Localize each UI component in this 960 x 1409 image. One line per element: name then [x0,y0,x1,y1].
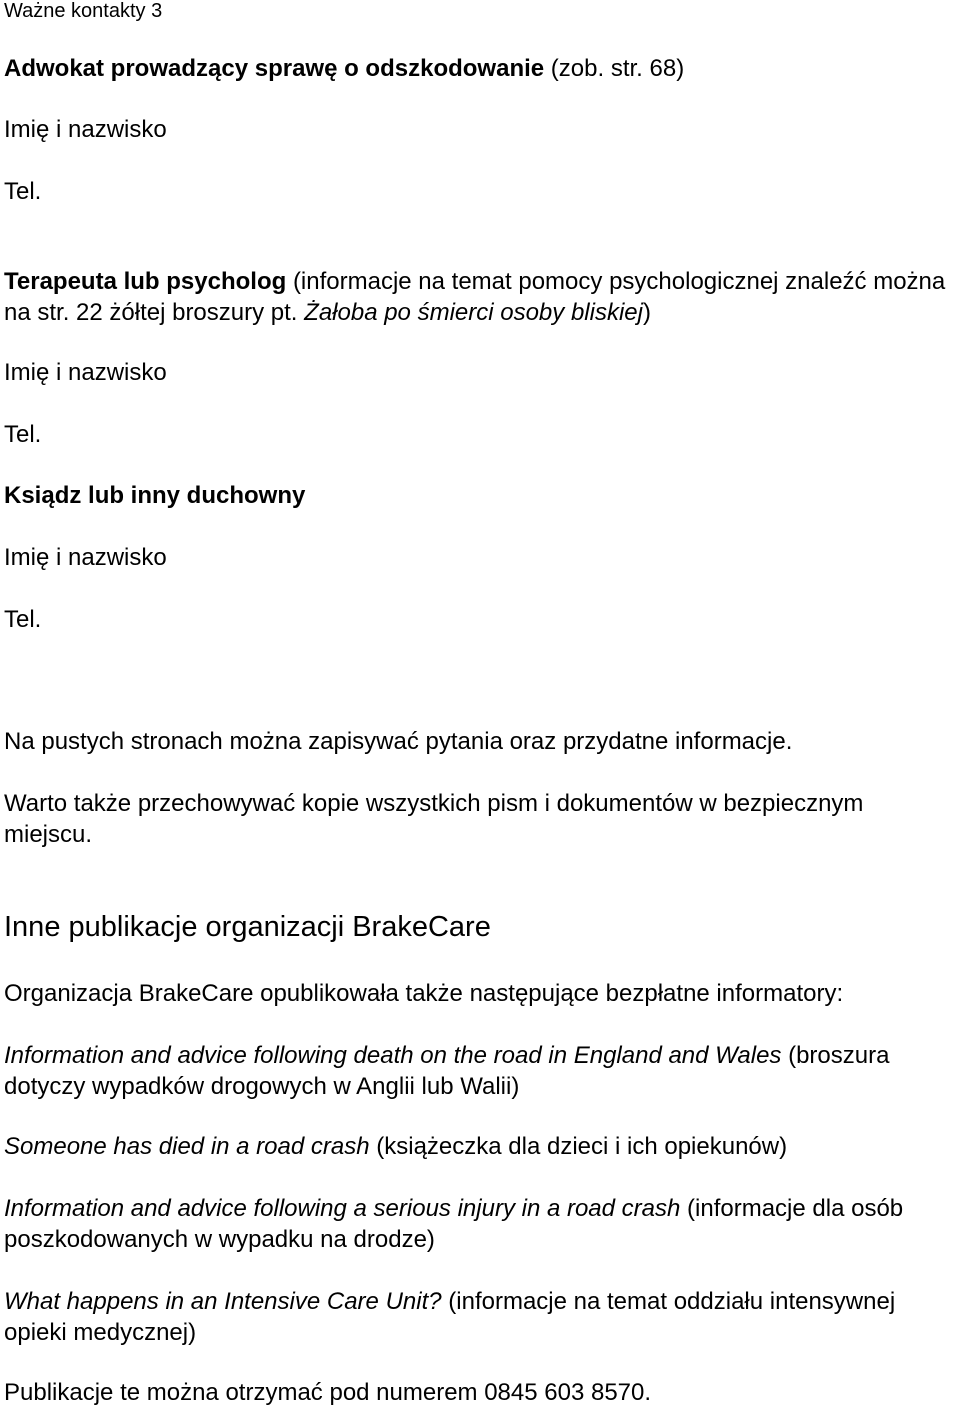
publication-title: Information and advice following a serious injury in a road crash [4,1195,681,1222]
publication-description: (książeczka dla dzieci i ich opiekunów) [376,1133,788,1160]
publication-item [4,1131,956,1162]
publications-heading: Inne publikacje organizacji BrakeCare [4,911,491,943]
therapist-tel-label: Tel. [4,421,42,448]
page-header [4,0,956,22]
page-number: 3 [151,0,163,22]
priest-name-label: Imię i nazwisko [4,544,167,571]
publication-item [4,1040,956,1102]
header-title: Ważne kontakty [4,0,146,22]
publication-description: (informacje na temat oddziału intensywnej opieki medycznej) [4,1288,896,1346]
publication-title: What happens in an Intensive Care Unit? [4,1288,442,1315]
therapist-heading: Terapeuta lub psycholog [4,268,287,295]
therapist-note-title: Żałoba po śmierci osoby bliskiej [304,299,643,326]
publication-description: (broszura dotyczy wypadków drogowych w Anglii lub Walii) [4,1042,890,1100]
therapist-name-label: Imię i nazwisko [4,359,167,386]
priest-tel-label: Tel. [4,606,42,633]
publication-item [4,1193,956,1255]
note-keep-copies: Warto także przechowywać kopie wszystkich pism i dokumentów w bezpiecznym miejscu. [4,790,864,848]
publication-title: Information and advice following death on the road in England and Wales [4,1042,782,1069]
therapist-heading-line [4,266,956,328]
note-empty-pages: Na pustych stronach można zapisywać pytania oraz przydatne informacje. [4,728,793,755]
lawyer-heading-line [4,53,956,84]
publication-description: (informacje dla osób poszkodowanych w wypadku na drodze) [4,1195,904,1253]
publications-intro: Organizacja BrakeCare opublikowała także następujące bezpłatne informatory: [4,980,844,1007]
lawyer-name-label: Imię i nazwisko [4,116,167,143]
priest-heading: Ksiądz lub inny duchowny [4,482,306,509]
therapist-note: (informacje na temat pomocy psychologicznej znaleźć można na str. 22 żółtej broszury pt. [4,268,946,326]
lawyer-note: (zob. str. 68) [550,55,685,82]
order-info: Publikacje te można otrzymać pod numerem 0845 603 8570. [4,1379,652,1406]
lawyer-heading: Adwokat prowadzący sprawę o odszkodowanie [4,55,545,82]
lawyer-tel-label: Tel. [4,178,42,205]
publication-title: Someone has died in a road crash [4,1133,370,1160]
therapist-note-end: ) [642,299,651,326]
publication-item [4,1286,956,1348]
